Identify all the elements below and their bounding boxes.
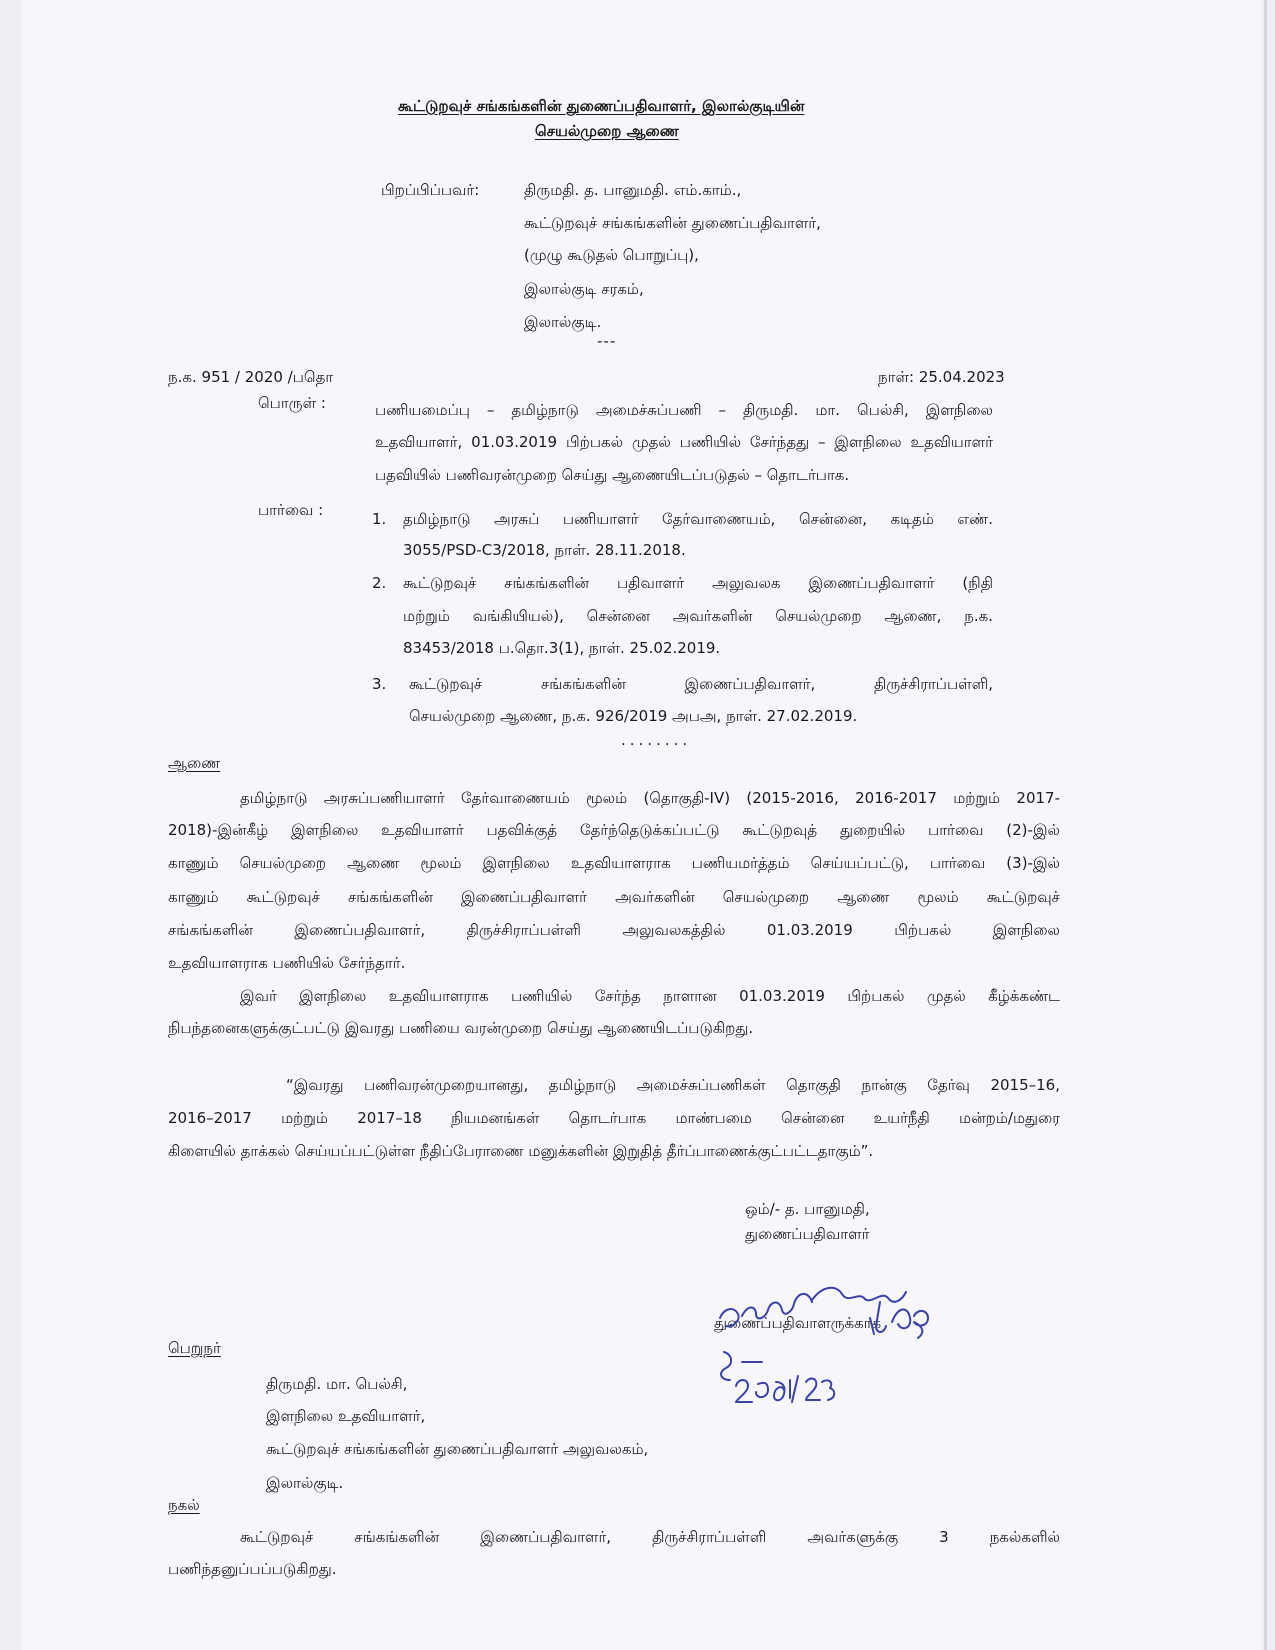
- on-behalf-label: துணைப்பதிவாளருக்காக: [714, 1314, 882, 1332]
- separator: ---: [597, 332, 617, 350]
- issuer-line: இலால்குடி.: [524, 313, 602, 331]
- issuer-line: (முழு கூடுதல் பொறுப்பு),: [524, 246, 699, 264]
- reference-item-number: 2.: [372, 574, 387, 592]
- order-paragraph-line: தமிழ்நாடு அரசுப்பணியாளர் தேர்வாணையம் மூலம் (தொகுதி-IV) (2015-2016, 2016-2017 மற்றும் 2017-: [240, 789, 1060, 807]
- reference-item-line: 3055/PSD-C3/2018, நாள். 28.11.2018.: [403, 541, 686, 559]
- recipient-line: திருமதி. மா. பெல்சி,: [266, 1375, 408, 1393]
- copy-line: கூட்டுறவுச் சங்கங்களின் இணைப்பதிவாளர், திருச்சிராப்பள்ளி அவர்களுக்கு 3 நகல்களில்: [240, 1528, 1060, 1546]
- references-label: பார்வை :: [258, 501, 324, 519]
- order-paragraph-line: 2018)-இன்கீழ் இளநிலை உதவியாளர் பதவிக்குத் தேர்ந்தெடுக்கப்பட்டு கூட்டுறவுத் துறையில் பார்வை (2)-இல்: [168, 821, 1060, 839]
- order-paragraph-line: சங்கங்களின் இணைப்பதிவாளர், திருச்சிராப்பள்ளி அலுவலகத்தில் 01.03.2019 பிற்பகல் இளநிலை: [168, 921, 1060, 939]
- recipient-line: கூட்டுறவுச் சங்கங்களின் துணைப்பதிவாளர் அலுவலகம்,: [266, 1440, 649, 1458]
- condition-quote-line: “இவரது பணிவரன்முறையானது, தமிழ்நாடு அமைச்சுப்பணிகள் தொகுதி நான்கு தேர்வு 2015–16,: [286, 1076, 1060, 1094]
- signatory-name: ஒம்/- த. பானுமதி,: [745, 1200, 870, 1218]
- reference-item-number: 3.: [372, 675, 387, 693]
- issuer-label: பிறப்பிப்பவர்:: [381, 181, 480, 199]
- issuer-line: இலால்குடி சரகம்,: [524, 280, 644, 298]
- reference-item-line: செயல்முறை ஆணை, ந.க. 926/2019 அபஅ, நாள். 27.02.2019.: [409, 707, 858, 725]
- subject-line: பதவியில் பணிவரன்முறை செய்து ஆணையிடப்படுதல் – தொடர்பாக.: [375, 466, 850, 484]
- issuer-line: திருமதி. த. பானுமதி. எம்.காம்.,: [524, 181, 742, 199]
- order-paragraph-line: காணும் கூட்டுறவுச் சங்கங்களின் இணைப்பதிவாளர் அவர்களின் செயல்முறை ஆணை மூலம் கூட்டுறவுச்: [168, 888, 1060, 906]
- recipient-line: இலால்குடி.: [266, 1474, 344, 1492]
- recipient-line: இளநிலை உதவியாளர்,: [266, 1407, 426, 1425]
- reference-item-number: 1.: [372, 510, 387, 528]
- reference-item-line: மற்றும் வங்கியியல்), சென்னை அவர்களின் செயல்முறை ஆணை, ந.க.: [403, 607, 993, 625]
- reference-number: ந.க. 951 / 2020 /பதொ: [168, 368, 334, 386]
- reference-item-line: 83453/2018 ப.தொ.3(1), நாள். 25.02.2019.: [403, 639, 721, 657]
- order-heading: ஆணை: [168, 754, 221, 772]
- order-date: நாள்: 25.04.2023: [878, 368, 1005, 386]
- issuer-line: கூட்டுறவுச் சங்கங்களின் துணைப்பதிவாளர்,: [524, 214, 821, 232]
- subject-label: பொருள் :: [258, 394, 326, 412]
- order-paragraph-line: காணும் செயல்முறை ஆணை மூலம் இளநிலை உதவியாளராக பணியமர்த்தம் செய்யப்பட்டு, பார்வை (3)-இல்: [168, 854, 1060, 872]
- reference-item-line: கூட்டுறவுச் சங்கங்களின் இணைப்பதிவாளர், திருச்சிராப்பள்ளி,: [409, 675, 993, 693]
- order-paragraph-line: நிபந்தனைகளுக்குட்பட்டு இவரது பணியை வரன்முறை செய்து ஆணையிடப்படுகிறது.: [168, 1019, 754, 1037]
- reference-item-line: கூட்டுறவுச் சங்கங்களின் பதிவாளர் அலுவலக இணைப்பதிவாளர் (நிதி: [403, 574, 993, 592]
- condition-quote-line: 2016–2017 மற்றும் 2017–18 நியமனங்கள் தொடர்பாக மாண்பமை சென்னை உயர்நீதி மன்றம்/மதுரை: [168, 1109, 1060, 1127]
- order-title: கூட்டுறவுச் சங்கங்களின் துணைப்பதிவாளர், இலால்குடியின்: [398, 97, 805, 115]
- recipient-heading: பெறுநர்: [168, 1339, 221, 1357]
- order-paragraph-line: இவர் இளநிலை உதவியாளராக பணியில் சேர்ந்த நாளான 01.03.2019 பிற்பகல் முதல் கீழ்க்கண்ட: [240, 987, 1060, 1005]
- order-subtitle: செயல்முறை ஆணை: [535, 122, 679, 140]
- order-paragraph-line: உதவியாளராக பணியில் சேர்ந்தார்.: [168, 954, 406, 972]
- subject-line: உதவியாளர், 01.03.2019 பிற்பகல் முதல் பணியில் சேர்ந்தது – இளநிலை உதவியாளர்: [375, 433, 993, 451]
- condition-quote-line: கிளையில் தாக்கல் செய்யப்பட்டுள்ள நீதிப்பேராணை மனுக்களின் இறுதித் தீர்ப்பாணைக்குட்பட்டதாகும்”.: [168, 1142, 874, 1160]
- copy-line: பணிந்தனுப்பப்படுகிறது.: [168, 1560, 337, 1578]
- signatory-title: துணைப்பதிவாளர்: [745, 1225, 870, 1243]
- subject-line: பணியமைப்பு – தமிழ்நாடு அமைச்சுப்பணி – திருமதி. மா. பெல்சி, இளநிலை: [375, 401, 993, 419]
- separator-dots: ........: [621, 731, 692, 749]
- copy-heading: நகல்: [168, 1496, 200, 1514]
- reference-item-line: தமிழ்நாடு அரசுப் பணியாளர் தேர்வாணையம், சென்னை, கடிதம் எண்.: [403, 510, 993, 528]
